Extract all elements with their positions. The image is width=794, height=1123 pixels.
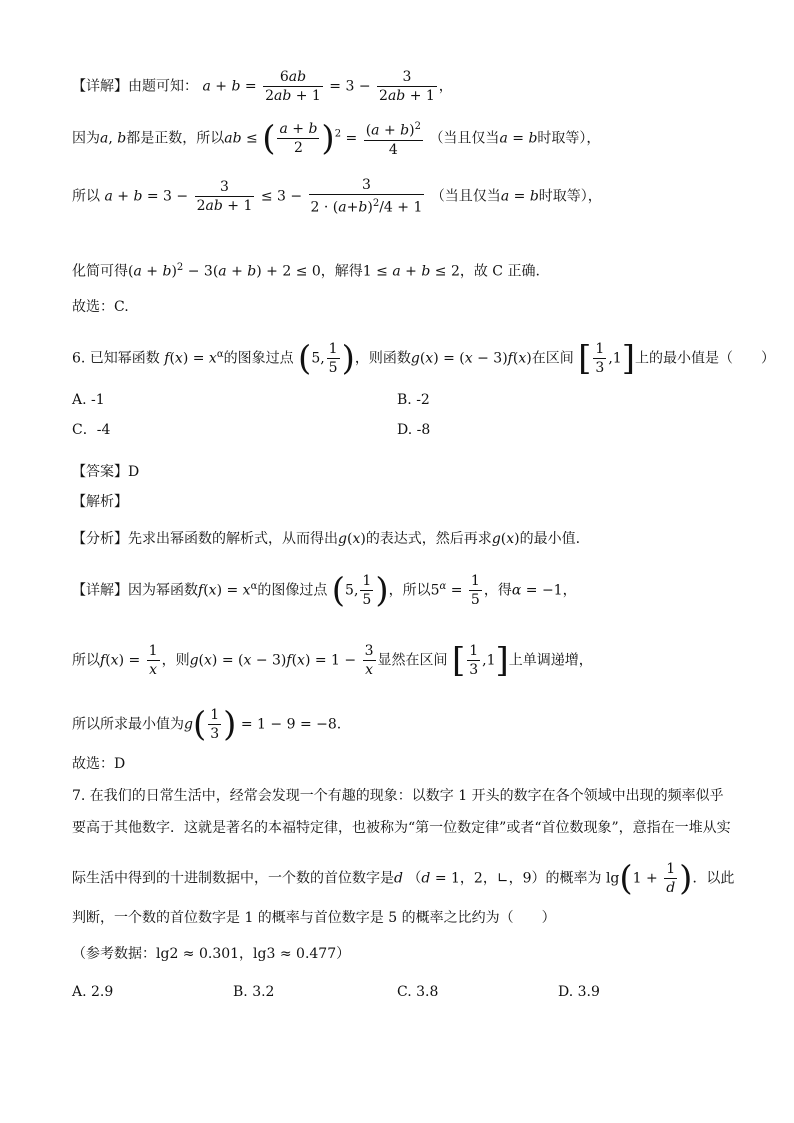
text: 显然在区间 [377,652,448,669]
text: 都是正数，所以 [126,130,225,147]
text: （当且仅当 [430,188,501,205]
detail-tag: 【详解】 [72,582,128,599]
q6-fenxi: 【分析】先求出幂函数的解析式，从而得出g(x)的表达式，然后再求g(x)的最小值. [72,531,581,547]
text: 先求出幂函数的解析式，从而得出 [128,531,338,547]
fraction: $\frac{3}{2 \cdot (a+b)^2/4 + 1}$ [310,177,423,216]
q7-reference-data: （参考数据：lg2 ≈ 0.301，lg3 ≈ 0.477） [72,946,351,962]
fraction: $\frac{3}{x}$ [364,643,374,678]
fraction: $\frac{a + b}{2}$ [279,120,318,156]
fenxi-tag: 【分析】 [72,531,128,547]
text: ，则 [161,652,190,669]
q6-option-b[interactable]: B. -2 [397,392,430,408]
text: ，则函数 [354,350,411,367]
q7-option-c[interactable]: C. 3.8 [397,984,439,1000]
text: = 1，2， [434,870,497,887]
q5-detail-line2: 因为a, b都是正数，所以ab ≤ ( $\frac{a + b}{2}$ )$^2$ = $\frac{(a + b)^2}{4}$ （当且仅当a = b时取等）， [72,118,601,159]
fraction: $\frac{1}{3}$ [210,707,220,742]
q6-detail-line2: 所以f(x) = $\frac{1}{x}$ ，则g(x) = (x − 3)f(x) = 1 − $\frac{3}{x}$ 显然在区间 [ $\frac{1}{3}$ ,1]上单调递增， [72,640,593,681]
text: 上单调递增， [508,652,593,669]
fraction: $\frac{3}{2ab + 1}$ [196,178,253,214]
text: 所以所求最小值为 [72,716,184,733]
q5-detail-line1: 【详解】由题可知： a + b = $\frac{6ab}{2ab + 1}$ = 3 − $\frac{3}{2ab + 1}$ ， [72,69,453,104]
fraction: $\frac{1}{x}$ [148,643,158,678]
detail-tag: 【详解】 [72,78,128,95]
text: 因为 [72,130,100,147]
answer-tag: 【答案】 [72,464,128,480]
fraction: $\frac{6ab}{2ab + 1}$ [265,69,321,104]
q7-line1: 7. 在我们的日常生活中，经常会发现一个有趣的现象：以数字 1 开头的数字在各个领域中出现的频率似乎 [72,788,724,804]
q7-option-a[interactable]: A. 2.9 [72,984,114,1000]
q6-stem: 6. 已知幂函数 $f(x) = x^\alpha$的图象过点 (5, $\frac{1}{5}$ )，则函数g(x) = (x − 3)f(x)在区间 [ $\frac{1}{3}$ ,1]上的最小值是（ ） [72,338,775,379]
q6-detail-line3: 所以所求最小值为g( $\frac{1}{3}$ ) = 1 − 9 = −8. [72,704,342,745]
text: （当且仅当 [429,130,500,147]
text: 在区间 [531,350,574,367]
q5-detail-line4: 化简可得$(a + b)^2 - 3(a + b) + 2 \le 0$，解得1 ≤ a + b ≤ 2，故 C 正确. [72,262,540,280]
q7-line4: 判断，一个数的首位数字是 1 的概率与首位数字是 5 的概率之比约为（ ） [72,910,556,926]
fraction: $\frac{3}{2ab + 1}$ [379,69,435,104]
text: 的表达式，然后再求 [365,531,492,547]
q7-line2: 要高于其他数字．这就是著名的本福特定律，也被称为“第一位数定律”或者“首位数现象”，意指在一堆从实 [72,820,731,836]
q6-final: 故选：D [72,756,126,772]
text: 因为幂函数 [128,582,198,599]
q7-option-d[interactable]: D. 3.9 [558,984,600,1000]
text: ，故 C 正确. [459,263,540,280]
text: ，解得 [320,263,363,280]
answer-value: D [128,464,140,480]
text: 的图像过点 [257,582,328,599]
text: （ [407,870,422,887]
q7-option-b[interactable]: B. 3.2 [233,984,275,1000]
fraction: $\frac{1}{d}$ [666,861,676,896]
q6-option-d[interactable]: D. -8 [397,422,431,438]
q7-line3: 际生活中得到的十进制数据中，一个数的首位数字是d （d = 1，2，∟，9）的概率为 lg(1 + $\frac{1}{d}$ )．以此 [72,858,735,899]
text: 时取等）， [538,188,602,205]
text: ，9）的概率为 [508,870,602,887]
text: ．以此 [692,870,735,887]
q6-option-a[interactable]: A. -1 [72,392,105,408]
fraction: $\frac{1}{5}$ [470,573,480,608]
text: 上的最小值是（ ） [634,350,775,367]
q6-detail-line1: 【详解】因为幂函数$f(x) = x^\alpha$的图像过点 (5, $\frac{1}{5}$ )，所以$5^\alpha$ = $\frac{1}{5}$ ，得α = −1， [72,570,577,611]
fraction: $\frac{1}{5}$ [328,341,338,376]
text: ，所以 [388,582,431,599]
fraction: $\frac{1}{3}$ [595,341,605,376]
text: 际生活中得到的十进制数据中，一个数的首位数字是 [72,870,394,887]
text: 的图象过点 [223,350,294,367]
text: 所以 [72,652,100,669]
text: ，得 [483,582,512,599]
text: 时取等）， [537,130,601,147]
q6-option-c[interactable]: C．-4 [72,422,111,438]
fraction: $\frac{1}{3}$ [469,643,479,678]
fraction: $\frac{(a + b)^2}{4}$ [364,118,423,159]
q5-detail-line3: 所以 a + b = 3 − $\frac{3}{2ab + 1}$ ≤ 3 − $\frac{3}{2 \cdot (a+b)^2/4 + 1}$ （当且仅当a = b时取等）， [72,177,602,216]
text: 由题可知： [128,78,198,95]
ellipsis-glyph: ∟ [496,870,509,887]
text: 6. 已知幂函数 [72,350,160,367]
q6-answer [72,462,139,482]
q5-answer-line: 故选：C. [72,299,129,315]
text: 化简可得 [72,263,128,280]
text: 的最小值. [519,531,581,547]
fraction: $\frac{1}{5}$ [362,573,372,608]
text: 所以 [72,188,100,205]
q6-analysis-tag: 【解析】 [72,494,128,510]
